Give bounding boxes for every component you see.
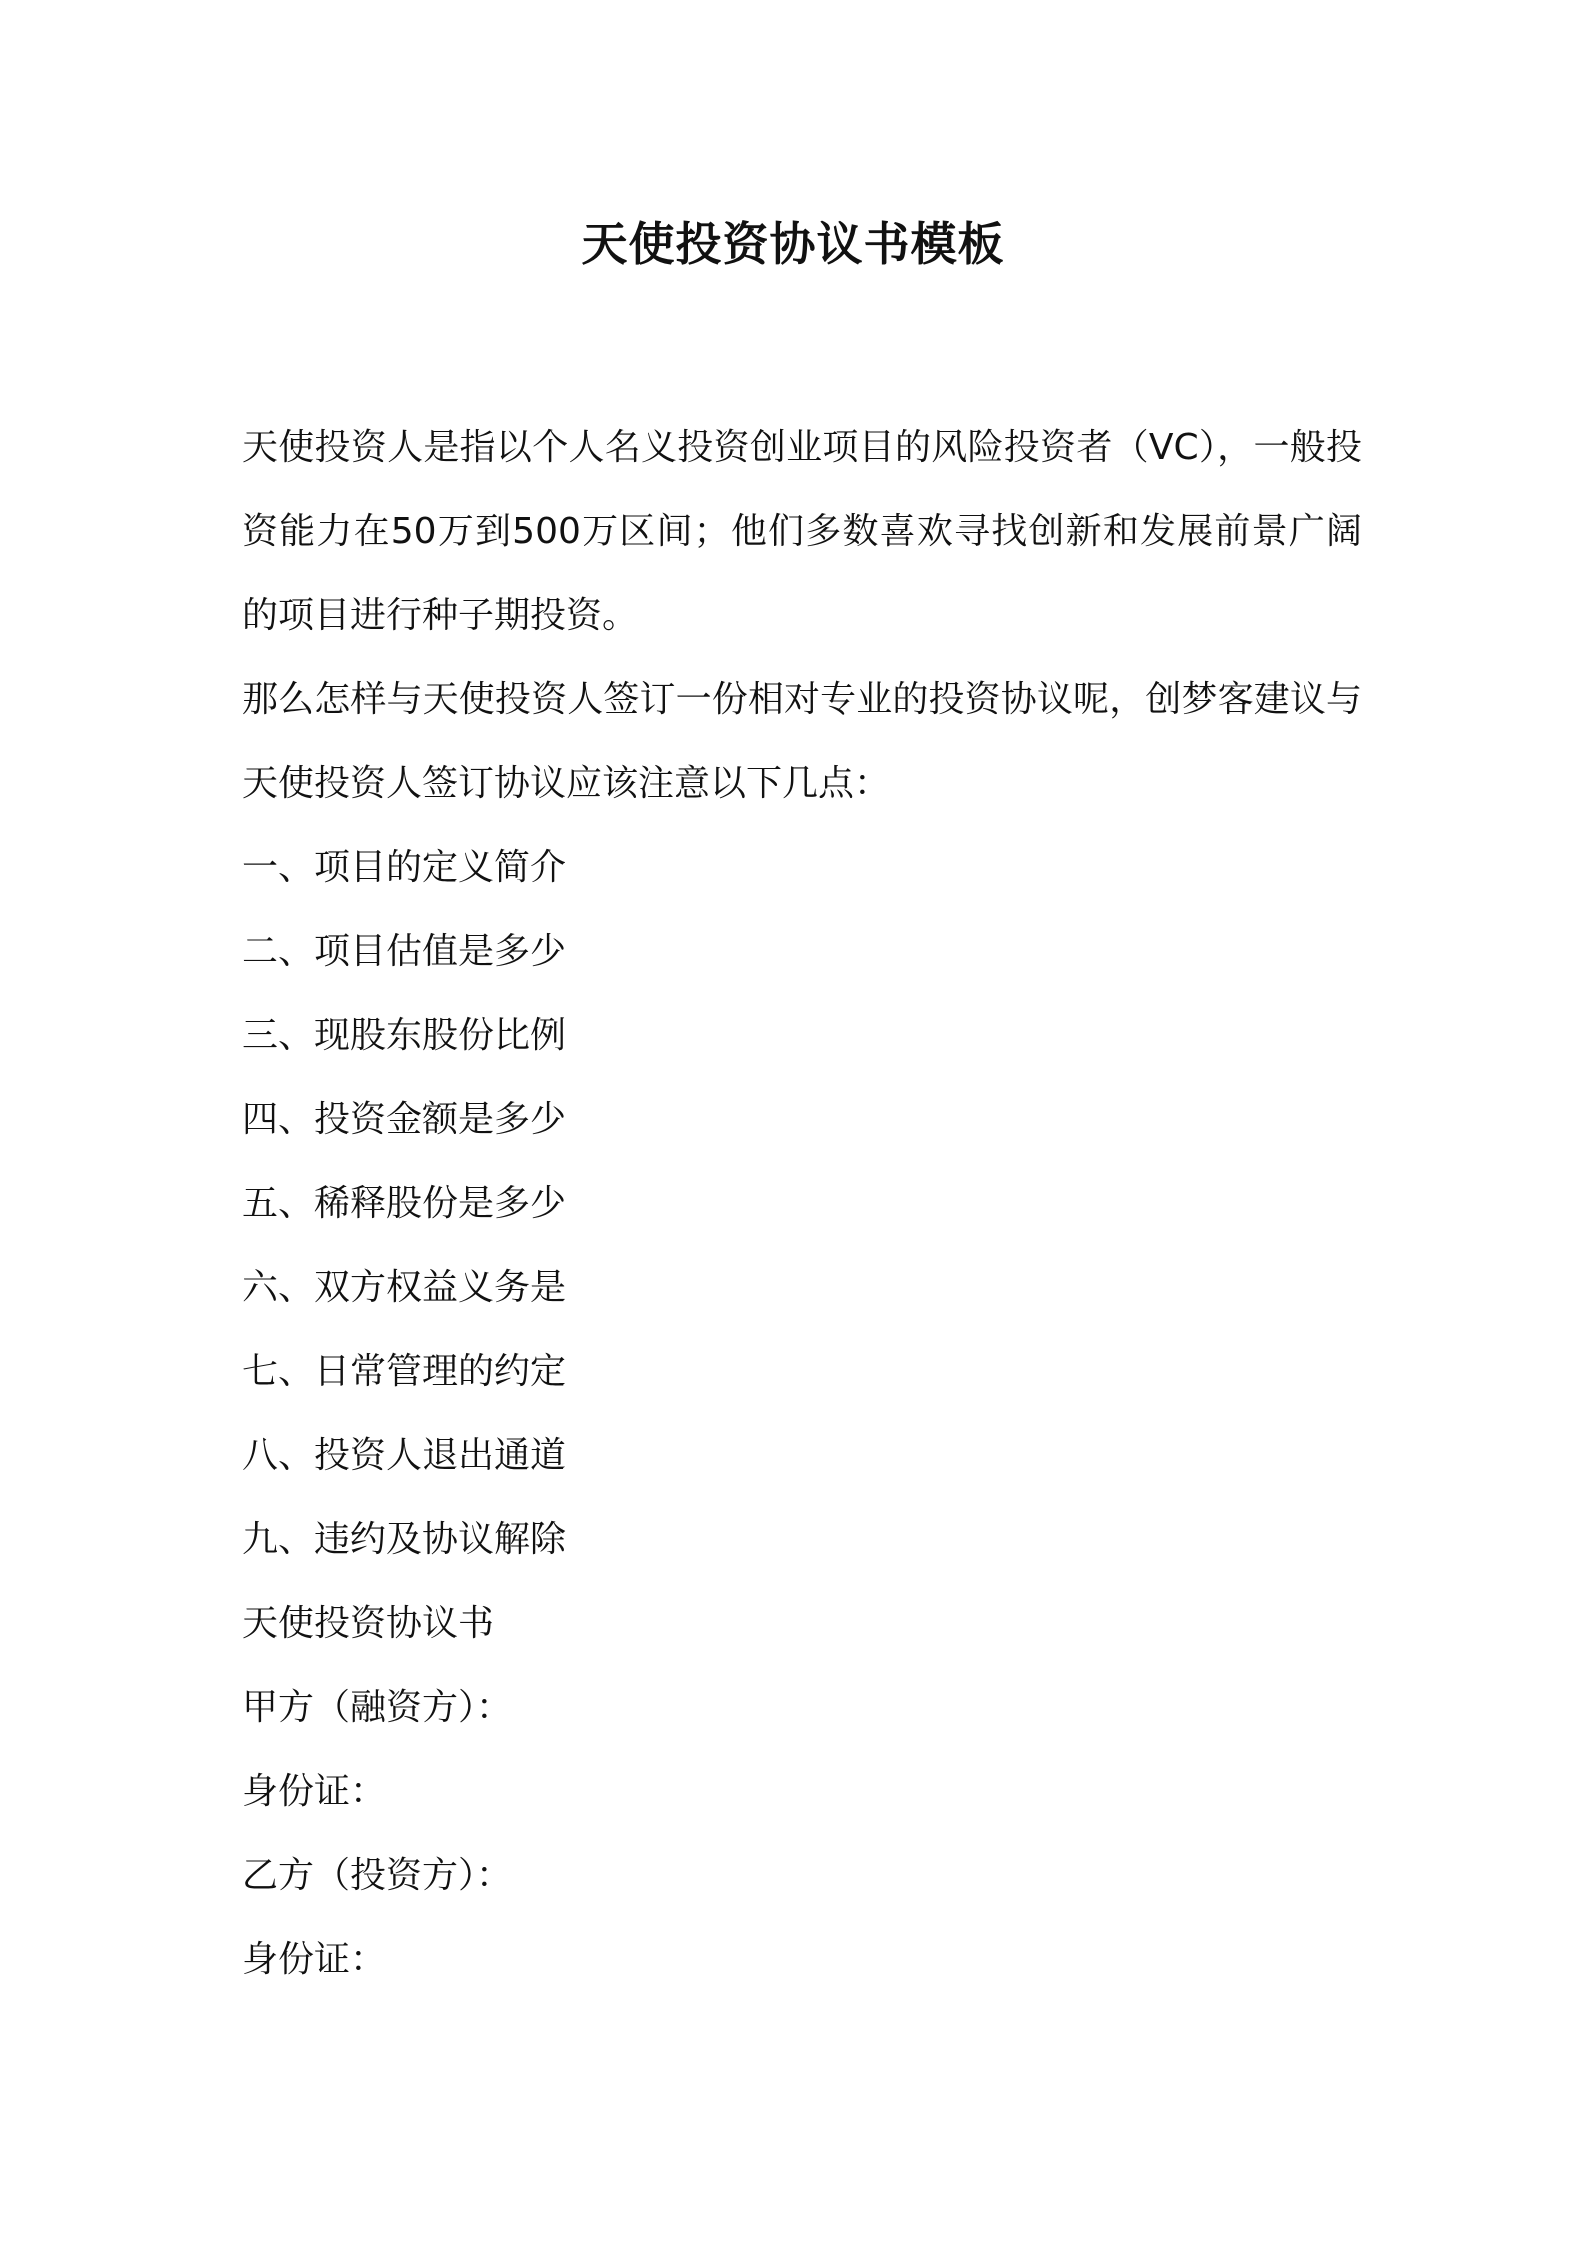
document-title: 天使投资协议书模板	[581, 217, 1005, 271]
advice-paragraph: 那么怎样与天使投资人签订一份相对专业的投资协议呢，创梦客建议与天使投资人签订协议应该注意以下几点：	[242, 679, 1362, 804]
intro-paragraph: 天使投资人是指以个人名义投资创业项目的风险投资者（VC），一般投资能力在50万到500万区间；他们多数喜欢寻找创新和发展前景广阔的项目进行种子期投资。	[242, 427, 1362, 636]
party-a-id-label: 身份证：	[242, 1771, 387, 1812]
point-item-2: 二、项目估值是多少	[242, 931, 567, 972]
party-b-id-label: 身份证：	[242, 1939, 387, 1980]
point-item-4: 四、投资金额是多少	[242, 1099, 567, 1140]
agreement-title: 天使投资协议书	[242, 1603, 495, 1644]
point-item-6: 六、双方权益义务是	[242, 1267, 567, 1308]
document-body	[242, 406, 1362, 2002]
point-item-7: 七、日常管理的约定	[242, 1351, 567, 1392]
party-a-label: 甲方（融资方）：	[242, 1687, 513, 1728]
point-item-9: 九、违约及协议解除	[242, 1519, 567, 1560]
point-item-1: 一、项目的定义简介	[242, 847, 567, 888]
point-item-3: 三、现股东股份比例	[242, 1015, 567, 1056]
point-item-5: 五、稀释股份是多少	[242, 1183, 567, 1224]
party-b-label: 乙方（投资方）：	[242, 1855, 513, 1896]
point-item-8: 八、投资人退出通道	[242, 1435, 567, 1476]
